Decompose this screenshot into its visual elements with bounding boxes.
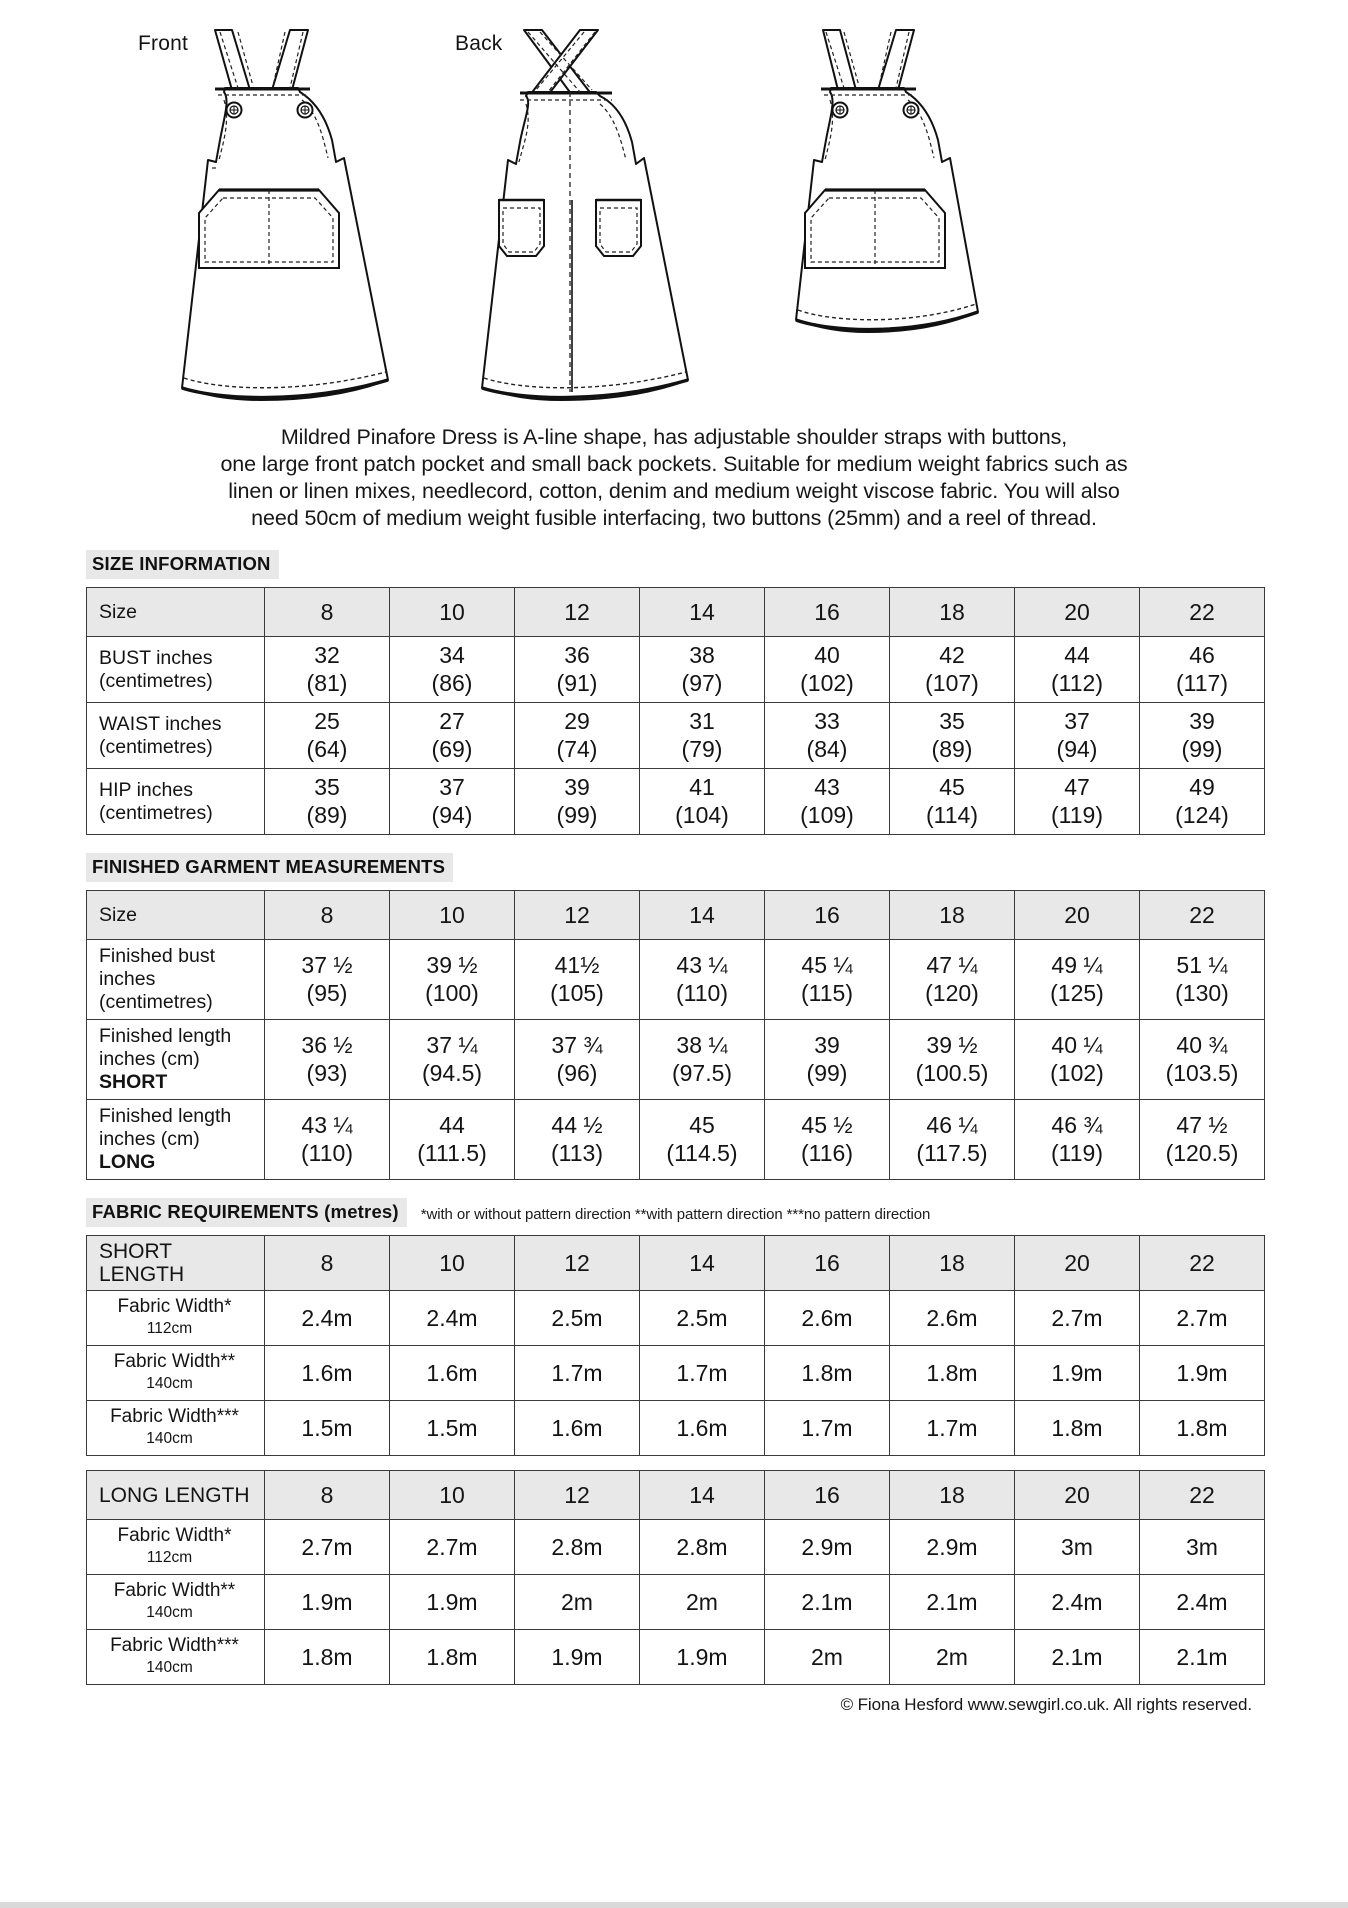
cell-s140b-14: 1.6m [640, 1401, 765, 1456]
cell-flshort-20: 40 ¼ (102) [1015, 1020, 1140, 1100]
cell-l112-8: 2.7m [265, 1520, 390, 1575]
fabric-short-length-table [86, 1235, 1265, 1456]
cell-l140b-10: 1.8m [390, 1630, 515, 1685]
col-header-16: 16 [765, 1471, 890, 1520]
button-left [227, 103, 242, 118]
description-line-1: Mildred Pinafore Dress is A-line shape, has adjustable shoulder straps with buttons, [280, 425, 1068, 449]
row-header-short-width-140-pattern: Fabric Width** 140cm [87, 1346, 265, 1401]
finished-garment-heading: FINISHED GARMENT MEASUREMENTS [86, 853, 453, 882]
cell-l112-16: 2.9m [765, 1520, 890, 1575]
cell-l140a-12: 2m [515, 1575, 640, 1630]
cell-s112-12: 2.5m [515, 1291, 640, 1346]
cell-waist-14: 31 (79) [640, 703, 765, 769]
cell-hip-14: 41 (104) [640, 769, 765, 835]
row-header-finished-length-long: Finished length inches (cm) LONG [87, 1100, 265, 1180]
cell-s112-18: 2.6m [890, 1291, 1015, 1346]
table-row [87, 1630, 1265, 1685]
button-left [833, 103, 848, 118]
cell-bust-20: 44 (112) [1015, 637, 1140, 703]
cell-s140b-18: 1.7m [890, 1401, 1015, 1456]
cell-l112-14: 2.8m [640, 1520, 765, 1575]
cell-s140b-22: 1.8m [1140, 1401, 1265, 1456]
col-header-14: 14 [640, 588, 765, 637]
cell-bust-18: 42 (107) [890, 637, 1015, 703]
short-length-view-illustration [720, 0, 1020, 410]
col-header-18: 18 [890, 891, 1015, 940]
size-information-heading: SIZE INFORMATION [86, 550, 279, 579]
cell-flshort-12: 37 ¾ (96) [515, 1020, 640, 1100]
col-header-20: 20 [1015, 1236, 1140, 1291]
table-row [87, 1401, 1265, 1456]
fabric-requirements-heading: FABRIC REQUIREMENTS (metres) [86, 1198, 407, 1227]
col-header-20: 20 [1015, 1471, 1140, 1520]
col-header-16: 16 [765, 1236, 890, 1291]
cell-hip-8: 35 (89) [265, 769, 390, 835]
cell-s140b-8: 1.5m [265, 1401, 390, 1456]
col-header-10: 10 [390, 1236, 515, 1291]
cell-l140b-22: 2.1m [1140, 1630, 1265, 1685]
col-header-12: 12 [515, 891, 640, 940]
cell-hip-22: 49 (124) [1140, 769, 1265, 835]
table-row [87, 1291, 1265, 1346]
cell-s112-22: 2.7m [1140, 1291, 1265, 1346]
col-header-22: 22 [1140, 588, 1265, 637]
col-header-18: 18 [890, 1471, 1015, 1520]
cell-waist-20: 37 (94) [1015, 703, 1140, 769]
cell-fbust-8: 37 ½ (95) [265, 940, 390, 1020]
cell-waist-22: 39 (99) [1140, 703, 1265, 769]
cell-bust-10: 34 (86) [390, 637, 515, 703]
cell-fllong-18: 46 ¼ (117.5) [890, 1100, 1015, 1180]
back-pocket-right [596, 200, 641, 256]
col-header-8: 8 [265, 588, 390, 637]
cell-fbust-18: 47 ¼ (120) [890, 940, 1015, 1020]
col-header-8: 8 [265, 1236, 390, 1291]
row-header-long-width-140-pattern: Fabric Width** 140cm [87, 1575, 265, 1630]
cell-waist-16: 33 (84) [765, 703, 890, 769]
table-row [87, 1100, 1265, 1180]
finished-garment-table [86, 890, 1265, 1180]
cell-l140b-8: 1.8m [265, 1630, 390, 1685]
cell-hip-18: 45 (114) [890, 769, 1015, 835]
col-header-14: 14 [640, 1236, 765, 1291]
cell-flshort-16: 39 (99) [765, 1020, 890, 1100]
col-header-10: 10 [390, 1471, 515, 1520]
size-information-table [86, 587, 1265, 835]
cell-l140a-16: 2.1m [765, 1575, 890, 1630]
col-header-22: 22 [1140, 1471, 1265, 1520]
description-line-2: one large front patch pocket and small back pockets. Suitable for medium weight fabrics such as [220, 452, 1128, 476]
row-header-bust: BUST inches (centimetres) [87, 637, 265, 703]
front-patch-pocket [805, 190, 945, 268]
cell-s140b-12: 1.6m [515, 1401, 640, 1456]
front-view-label: Front [138, 32, 189, 55]
col-header-18: 18 [890, 1236, 1015, 1291]
back-pocket-left [499, 200, 544, 256]
col-header-16: 16 [765, 891, 890, 940]
cell-fbust-10: 39 ½ (100) [390, 940, 515, 1020]
col-header-long-length: LONG LENGTH [87, 1471, 265, 1520]
table-row [87, 1520, 1265, 1575]
cell-s112-20: 2.7m [1015, 1291, 1140, 1346]
front-patch-pocket [199, 190, 339, 268]
cell-fllong-8: 43 ¼ (110) [265, 1100, 390, 1180]
cell-s140b-16: 1.7m [765, 1401, 890, 1456]
col-header-14: 14 [640, 891, 765, 940]
cell-s140a-20: 1.9m [1015, 1346, 1140, 1401]
finished-garment-heading-row [86, 853, 1348, 882]
cell-l140b-12: 1.9m [515, 1630, 640, 1685]
cell-fllong-20: 46 ¾ (119) [1015, 1100, 1140, 1180]
cell-fbust-22: 51 ¼ (130) [1140, 940, 1265, 1020]
cell-flshort-22: 40 ¾ (103.5) [1140, 1020, 1265, 1100]
cell-l112-20: 3m [1015, 1520, 1140, 1575]
cell-s112-10: 2.4m [390, 1291, 515, 1346]
cell-hip-10: 37 (94) [390, 769, 515, 835]
col-header-20: 20 [1015, 588, 1140, 637]
table-header-row [87, 588, 1265, 637]
col-header-20: 20 [1015, 891, 1140, 940]
cell-flshort-10: 37 ¼ (94.5) [390, 1020, 515, 1100]
cell-l140b-20: 2.1m [1015, 1630, 1140, 1685]
cell-waist-8: 25 (64) [265, 703, 390, 769]
col-header-10: 10 [390, 588, 515, 637]
cell-l112-10: 2.7m [390, 1520, 515, 1575]
col-header-22: 22 [1140, 891, 1265, 940]
cell-s140b-20: 1.8m [1015, 1401, 1140, 1456]
cell-s140a-12: 1.7m [515, 1346, 640, 1401]
cell-s140a-16: 1.8m [765, 1346, 890, 1401]
cell-fbust-16: 45 ¼ (115) [765, 940, 890, 1020]
cell-bust-14: 38 (97) [640, 637, 765, 703]
cell-bust-12: 36 (91) [515, 637, 640, 703]
cell-s140a-10: 1.6m [390, 1346, 515, 1401]
col-header-12: 12 [515, 1236, 640, 1291]
cell-bust-16: 40 (102) [765, 637, 890, 703]
row-header-finished-length-short: Finished length inches (cm) SHORT [87, 1020, 265, 1100]
cell-s112-8: 2.4m [265, 1291, 390, 1346]
cell-l140a-8: 1.9m [265, 1575, 390, 1630]
cell-s140a-18: 1.8m [890, 1346, 1015, 1401]
description-line-3: linen or linen mixes, needlecord, cotton, denim and medium weight viscose fabric. You will also [228, 479, 1120, 503]
cell-l140b-18: 2m [890, 1630, 1015, 1685]
cell-hip-12: 39 (99) [515, 769, 640, 835]
description-line-4: need 50cm of medium weight fusible interfacing, two buttons (25mm) and a reel of thread. [251, 506, 1097, 530]
cell-hip-20: 47 (119) [1015, 769, 1140, 835]
col-header-10: 10 [390, 891, 515, 940]
cell-fllong-12: 44 ½ (113) [515, 1100, 640, 1180]
cell-flshort-18: 39 ½ (100.5) [890, 1020, 1015, 1100]
cell-l112-12: 2.8m [515, 1520, 640, 1575]
table-row [87, 637, 1265, 703]
cell-fbust-20: 49 ¼ (125) [1015, 940, 1140, 1020]
col-header-18: 18 [890, 588, 1015, 637]
col-header-8: 8 [265, 891, 390, 940]
cell-l112-22: 3m [1140, 1520, 1265, 1575]
cell-fbust-14: 43 ¼ (110) [640, 940, 765, 1020]
table-row [87, 1020, 1265, 1100]
cell-l140a-18: 2.1m [890, 1575, 1015, 1630]
col-header-12: 12 [515, 1471, 640, 1520]
row-header-short-width-140-nopattern: Fabric Width*** 140cm [87, 1401, 265, 1456]
cell-s140b-10: 1.5m [390, 1401, 515, 1456]
cell-waist-12: 29 (74) [515, 703, 640, 769]
col-header-12: 12 [515, 588, 640, 637]
cell-s112-14: 2.5m [640, 1291, 765, 1346]
cell-l140a-22: 2.4m [1140, 1575, 1265, 1630]
button-right [904, 103, 919, 118]
table-header-row [87, 891, 1265, 940]
col-header-22: 22 [1140, 1236, 1265, 1291]
cell-s140a-8: 1.6m [265, 1346, 390, 1401]
col-header-short-length: SHORT LENGTH [87, 1236, 265, 1291]
cell-l140a-20: 2.4m [1015, 1575, 1140, 1630]
cell-waist-10: 27 (69) [390, 703, 515, 769]
product-description [0, 424, 1348, 532]
front-view-illustration [120, 0, 420, 410]
fabric-long-table-wrap [86, 1470, 1348, 1685]
row-header-finished-bust: Finished bust inches (centimetres) [87, 940, 265, 1020]
cell-fllong-14: 45 (114.5) [640, 1100, 765, 1180]
row-header-short-width-112: Fabric Width* 112cm [87, 1291, 265, 1346]
table-row [87, 703, 1265, 769]
cell-l140a-14: 2m [640, 1575, 765, 1630]
size-information-table-wrap [86, 587, 1348, 835]
col-header-8: 8 [265, 1471, 390, 1520]
cell-fllong-10: 44 (111.5) [390, 1100, 515, 1180]
cell-hip-16: 43 (109) [765, 769, 890, 835]
col-header-14: 14 [640, 1471, 765, 1520]
cell-l140b-16: 2m [765, 1630, 890, 1685]
fabric-requirements-heading-row [86, 1198, 1348, 1227]
cell-fllong-22: 47 ½ (120.5) [1140, 1100, 1265, 1180]
table-row [87, 1346, 1265, 1401]
size-information-heading-row [86, 550, 1348, 579]
cell-flshort-14: 38 ¼ (97.5) [640, 1020, 765, 1100]
cell-l112-18: 2.9m [890, 1520, 1015, 1575]
table-row [87, 769, 1265, 835]
bottom-rule [0, 1902, 1348, 1908]
cell-fbust-12: 41½ (105) [515, 940, 640, 1020]
col-header-size: Size [87, 891, 265, 940]
cell-bust-22: 46 (117) [1140, 637, 1265, 703]
cell-l140b-14: 1.9m [640, 1630, 765, 1685]
table-row [87, 940, 1265, 1020]
col-header-16: 16 [765, 588, 890, 637]
cell-s112-16: 2.6m [765, 1291, 890, 1346]
back-view-label: Back [455, 32, 503, 55]
table-header-row [87, 1236, 1265, 1291]
cell-waist-18: 35 (89) [890, 703, 1015, 769]
row-header-long-width-140-nopattern: Fabric Width*** 140cm [87, 1630, 265, 1685]
col-header-size: Size [87, 588, 265, 637]
technical-drawings [0, 0, 1348, 418]
table-row [87, 1575, 1265, 1630]
table-header-row [87, 1471, 1265, 1520]
finished-garment-table-wrap [86, 890, 1348, 1180]
row-header-long-width-112: Fabric Width* 112cm [87, 1520, 265, 1575]
cell-bust-8: 32 (81) [265, 637, 390, 703]
fabric-long-length-table [86, 1470, 1265, 1685]
cell-s140a-22: 1.9m [1140, 1346, 1265, 1401]
fabric-short-table-wrap [86, 1235, 1348, 1456]
row-header-hip: HIP inches (centimetres) [87, 769, 265, 835]
copyright-notice: © Fiona Hesford www.sewgirl.co.uk. All rights reserved. [840, 1695, 1252, 1714]
back-view-illustration [420, 0, 720, 410]
fabric-requirements-footnote: *with or without pattern direction **with pattern direction ***no pattern direction [420, 1206, 931, 1223]
cell-fllong-16: 45 ½ (116) [765, 1100, 890, 1180]
button-right [298, 103, 313, 118]
cell-flshort-8: 36 ½ (93) [265, 1020, 390, 1100]
cell-s140a-14: 1.7m [640, 1346, 765, 1401]
row-header-waist: WAIST inches (centimetres) [87, 703, 265, 769]
cell-l140a-10: 1.9m [390, 1575, 515, 1630]
